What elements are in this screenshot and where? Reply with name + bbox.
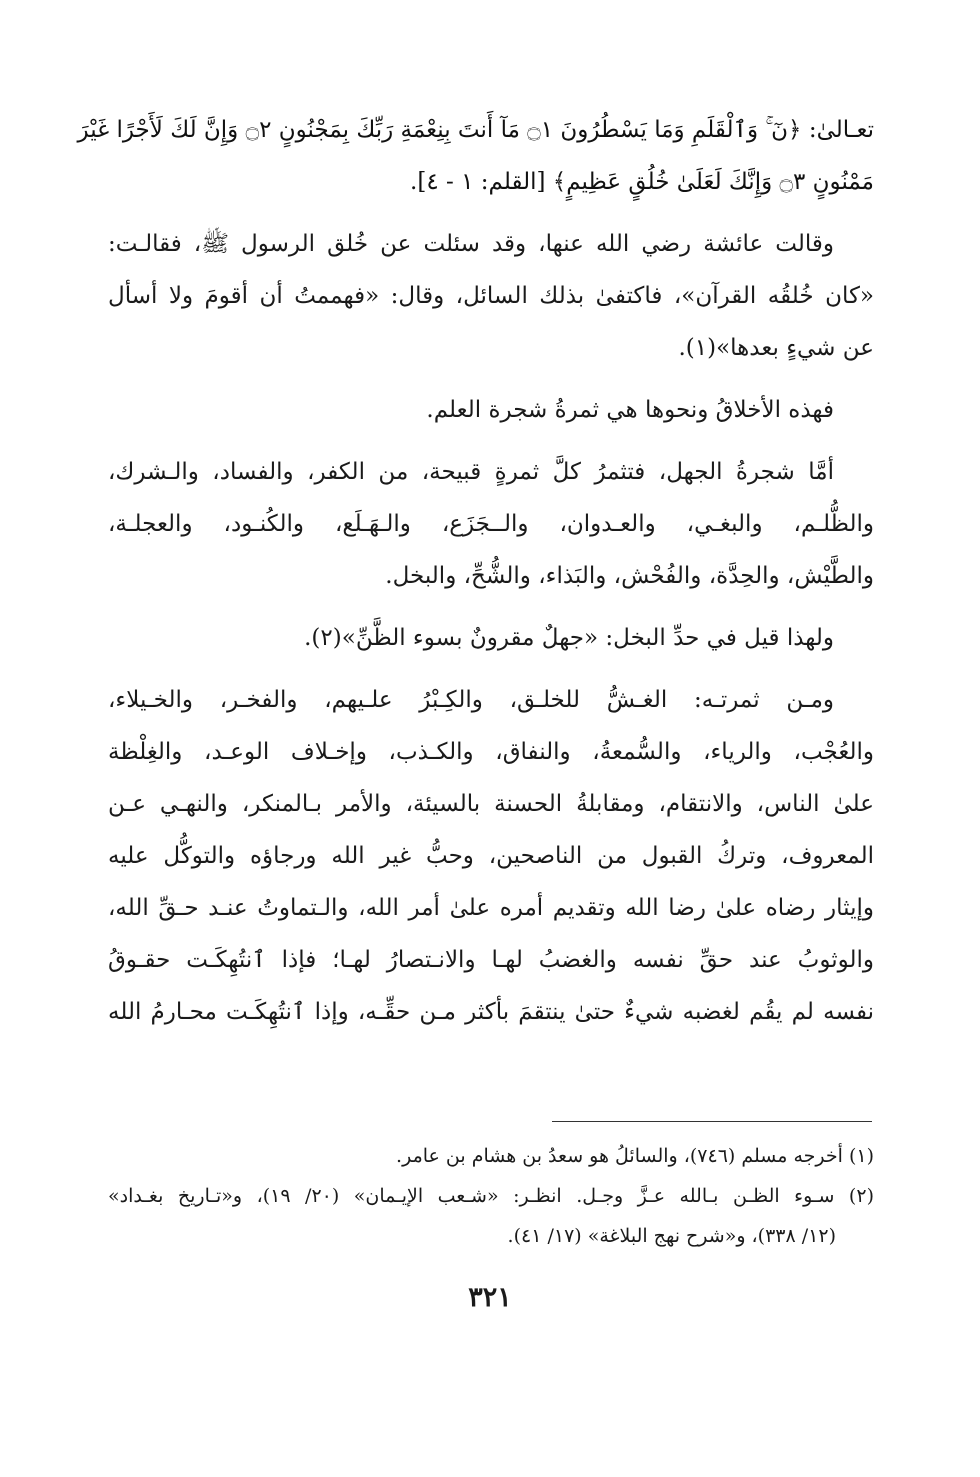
footnote-divider (552, 1121, 872, 1122)
fruits-line-6: والوثوبُ عند حقِّ نفسه والغضبُ لهـا والانـتصارُ لهـا؛ فإذا ٱنتُهِكَـت حقـوقُ (108, 947, 874, 973)
footnote-1: (١) أخرجه مسلم (٧٤٦)، والسائلُ هو سعدُ بن هشام بن عامر. (396, 1145, 874, 1167)
fruits-line-4: المعروف، وتركُ القبول من الناصحين، وحبُّ غير الله ورجاؤه والتوكُّل عليه (108, 843, 874, 869)
quran-line-1: تعـالىٰ: ﴿نٓ ۚ وَٱلْقَلَمِ وَمَا يَسْطُرُونَ ۝١ مَآ أَنتَ بِنِعْمَةِ رَبِّكَ بِمَجْنُونٍ ۝٢ وَإِنَّ لَكَ لَأَجْرًا غَيْرَ (77, 117, 874, 143)
footnote-2-line-2: (١٢/ ٣٣٨)، و«شرح نهج البلاغة» (١٧/ ٤١). (507, 1225, 836, 1247)
fruits-paragraph (108, 674, 874, 1038)
main-text (77, 104, 874, 1038)
aisha-line-3: عن شيءٍ بعدها»(١). (678, 335, 874, 361)
aisha-line-2: «كان خُلقُه القرآن»، فاكتفىٰ بذلك السائل، وقال: «فهممتُ أن أقومَ ولا أسأل (108, 283, 874, 309)
stinginess-paragraph (108, 612, 874, 664)
ignorance-line-3: والطَّيْش، والحِدَّة، والفُحْش، والبَذاء، والشُّحِّ، والبخل. (385, 563, 874, 589)
footnotes (108, 1136, 874, 1256)
aisha-line-1: وقالت عائشة رضي الله عنها، وقد سئلت عن خُلق الرسول ﷺ، فقالـت: (108, 231, 834, 257)
ignorance-line-1: أمَّا شجرةُ الجهل، فتثمرُ كلَّ ثمرةٍ قبيحة، من الكفر، والفساد، والـشرك، (108, 459, 834, 485)
ignorance-line-2: والظُّلـم، والبغـي، والعـدوان، والــجَزَع، والـهَـلَع، والكُنـود، والعجلـة، (108, 511, 874, 537)
fruits-line-7: نفسه لم يقُم لغضبه شيءٌ حتىٰ ينتقمَ بأكثر مـن حقِّـه، وإذا ٱنتُهِكَـت محـارمُ الله (108, 999, 874, 1025)
quran-paragraph (77, 104, 874, 208)
fruits-line-5: وإيثار رضاه علىٰ رضا الله وتقديم أمره علىٰ أمر الله، والـتماوتُ عنـد حـقِّ الله، (108, 895, 874, 921)
footnote-2-line-1: (٢) سـوء الظـن بـالله عـزَّ وجـل. انظـر: «شـعب الإيـمان» (٢٠/ ١٩)، و«تـاريخ بغـداد» (108, 1185, 874, 1207)
stinginess-line-1: ولهذا قيل في حدِّ البخل: «جهلٌ مقرونٌ بسوء الظَّنِّ»(٢). (304, 625, 834, 651)
aisha-paragraph (108, 218, 874, 374)
fruits-line-3: علىٰ الناس، والانتقام، ومقابلةُ الحسنة بالسيئة، والأمر بـالمنكر، والنهـي عـن (108, 791, 874, 817)
page-number: ٣٢١ (468, 1282, 512, 1313)
ignorance-paragraph (108, 446, 874, 602)
fruit-line-1: فهذه الأخلاقُ ونحوها هي ثمرةُ شجرة العلم. (426, 397, 834, 423)
fruits-line-1: ومـن ثمرتـه: الغـشُّ للخلـق، والكِـبْرُ علـيهم، والفخـر، والخـيلاء، (108, 687, 834, 713)
fruit-paragraph (108, 384, 874, 436)
quran-line-2: مَمْنُونٍ ۝٣ وَإِنَّكَ لَعَلَىٰ خُلُقٍ عَظِيمٍ﴾ [القلم: ١ - ٤]. (410, 169, 874, 195)
fruits-line-2: والعُجْب، والرياء، والسُّمعةُ، والنفاق، والكـذب، وإخـلاف الوعـد، والغِلْظة (108, 739, 874, 765)
